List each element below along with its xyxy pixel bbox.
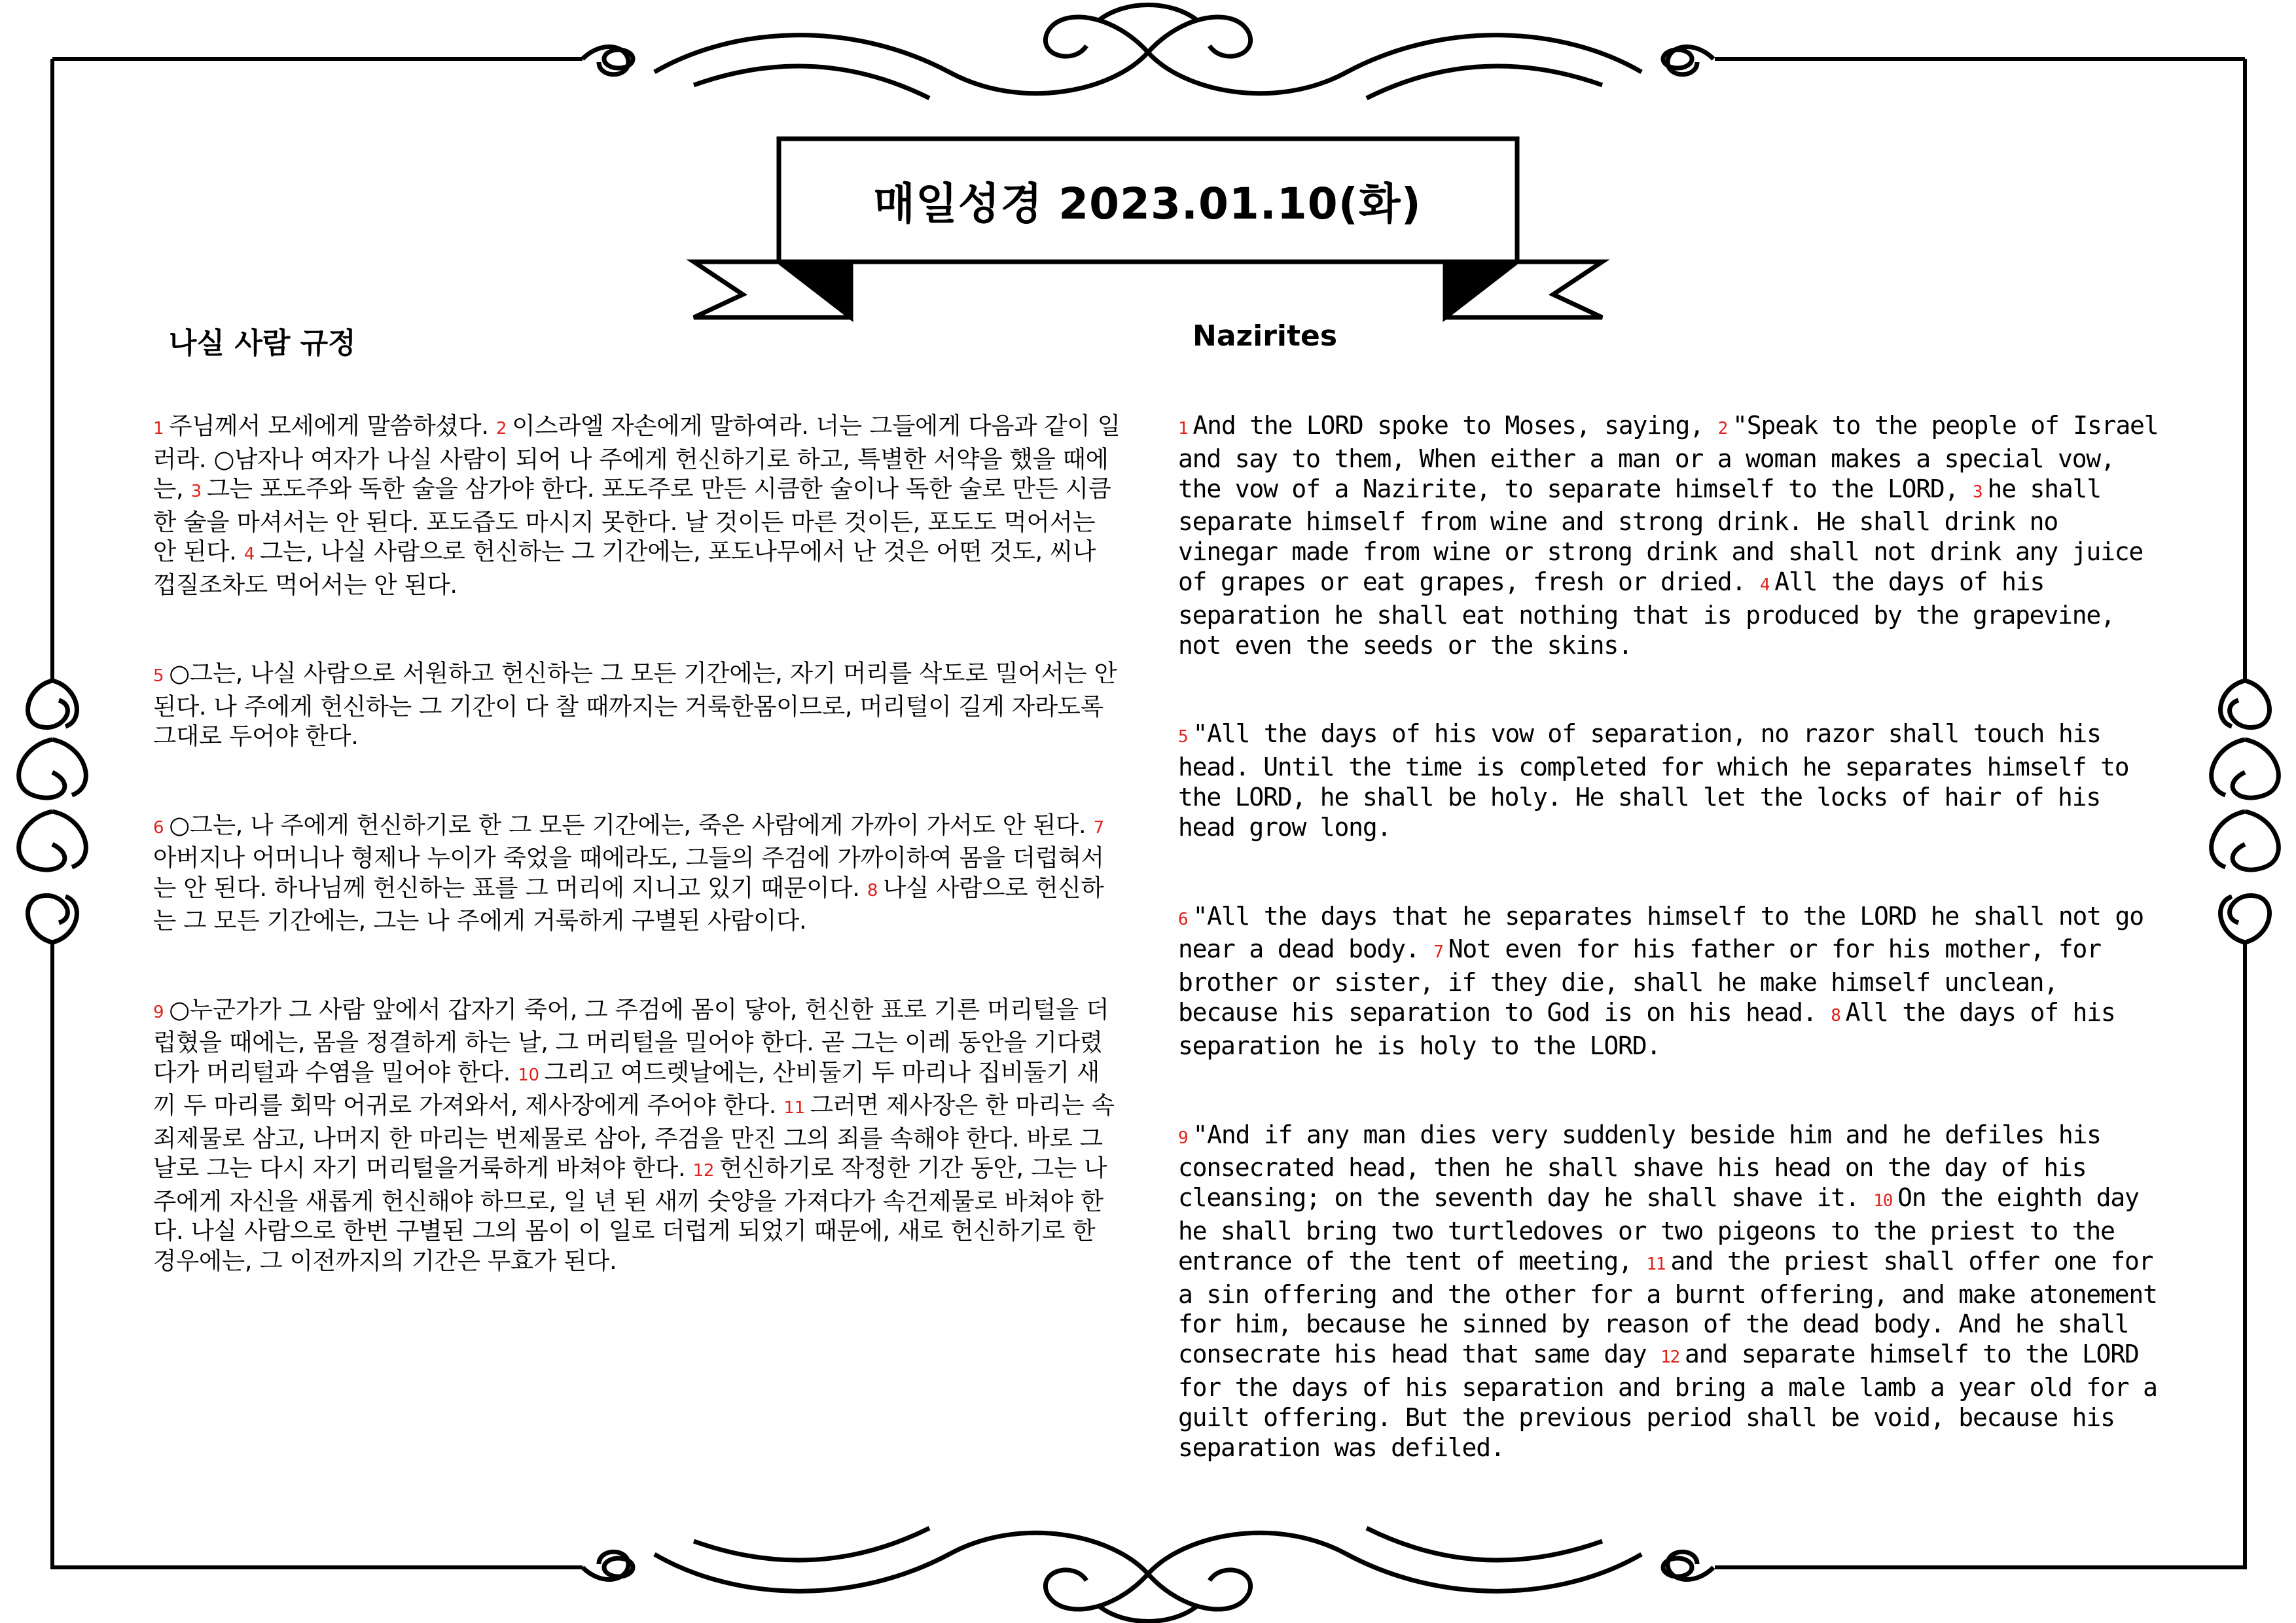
verse-number: 3 [190, 482, 202, 501]
page-title: 매일성경 2023.01.10(화) [873, 178, 1422, 229]
verse-number: 5 [1178, 727, 1188, 747]
verse-text: 헌신하기로 작정한 기간 동안, 그는 나 주에게 자신을 새롭게 헌신해야 하므로, 일 년 된 새끼 숫양을 가져다가 속건제물로 바쳐야 한다. 나실 사람으로 한번 구별된 그의 몸이 이 일로 더럽게 되었기 때문에, 새로 헌신하기로 한 경우에는, 그 이전까지의 기간은 무효가 된다. [153, 1154, 1107, 1275]
verse-text: And the LORD spoke to Moses, saying, [1193, 411, 1704, 440]
verse-text: "All the days of his vow of separation, no razor shall touch his head. Until the time is completed for which he separates himself to the LORD, he shall be holy. He shall let the locks of hair of his head grow long. [1178, 719, 2129, 842]
verse-number: 8 [1831, 1005, 1840, 1026]
scripture-paragraph [153, 411, 1122, 599]
english-section-heading: Nazirites [1193, 319, 1338, 353]
verse-text: and the priest shall offer one for a sin offering and the other for a burnt offering, and make atonement for him, because he sinned by reason of the dead body. And he shall consecrate his head that same day [1178, 1246, 2157, 1369]
scripture-paragraph [153, 658, 1122, 751]
verse-number: 6 [153, 817, 164, 838]
scripture-paragraph [153, 810, 1122, 936]
verse-text: ○그는, 나실 사람으로 서원하고 헌신하는 그 모든 기간에는, 자기 머리를 삭도로 밀어서는 안 된다. 나 주에게 헌신하는 그 기간이 다 찰 때까지는 거룩한몸이므로, 머리털이 길게 자라도록 그대로 두어야 한다. [153, 659, 1117, 750]
verse-text: ○누군가가 그 사람 앞에서 갑자기 죽어, 그 주검에 몸이 닿아, 헌신한 표로 기른 머리털을 더럽혔을 때에는, 몸을 정결하게 하는 날, 그 머리털을 밀어야 한다. 곧 그는 이레 동안을 기다렸다가 머리털과 수염을 밀어야 한다. [153, 995, 1109, 1086]
verse-number: 10 [1873, 1191, 1893, 1211]
verse-number: 11 [1646, 1254, 1666, 1274]
verse-number: 3 [1972, 482, 1982, 502]
verse-text: "All the days that he separates himself to the LORD he shall not go near a dead body. [1178, 901, 2144, 964]
verse-number: 5 [153, 666, 164, 686]
verse-number: 2 [1717, 419, 1728, 438]
verse-number: 7 [1093, 817, 1104, 838]
verse-number: 7 [1433, 942, 1443, 963]
verse-number: 9 [153, 1002, 164, 1022]
verse-number: 4 [1759, 575, 1770, 595]
verse-number: 12 [1660, 1347, 1679, 1368]
scripture-paragraph [153, 995, 1122, 1276]
verse-number: 11 [783, 1098, 805, 1118]
scripture-paragraph [1178, 411, 2160, 660]
verse-text: 그리고 여드렛날에는, 산비둘기 두 마리나 집비둘기 새끼 두 마리를 회막 어귀로 가져와서, 제사장에게 주어야 한다. [153, 1058, 1100, 1119]
verse-text: 나실 사람으로 헌신하는 그 모든 기간에는, 그는 나 주에게 거룩하게 구별된 사람이다. [153, 873, 1104, 935]
verse-number: 12 [692, 1161, 715, 1181]
top-flourish-ornament [583, 5, 1713, 99]
verse-text: "Speak to the people of Israel and say to them, When either a man or a woman makes a special vow, the vow of a Nazirite, to separate himself to the LORD, [1178, 411, 2159, 503]
verse-text: ○그는, 나 주에게 헌신하기로 한 그 모든 기간에는, 죽은 사람에게 가까이 가서도 안 된다. [169, 810, 1086, 839]
verse-number: 8 [867, 880, 878, 901]
verse-number: 6 [1178, 909, 1188, 929]
verse-text: "And if any man dies very suddenly beside him and he defiles his consecrated head, then he shall shave his head on the day of his cleansing; on the seventh day he shall shave it. [1178, 1120, 2101, 1213]
verse-number: 10 [518, 1065, 539, 1085]
korean-section-heading: 나실 사람 규정 [169, 327, 356, 360]
verse-number: 2 [495, 419, 507, 438]
scripture-paragraph [1178, 902, 2160, 1061]
verse-number: 1 [1178, 419, 1188, 438]
verse-number: 1 [153, 419, 164, 438]
english-text-column [1178, 411, 2160, 1522]
verse-text: Not even for his father or for his mother, for brother or sister, if they die, shall he make himself unclean, because his separation to God is on his head. [1178, 935, 2101, 1027]
korean-text-column [153, 411, 1122, 1334]
bottom-flourish-ornament [583, 1528, 1713, 1622]
verse-text: 그는 포도주와 독한 술을 삼가야 한다. 포도주로 만든 시큼한 술이나 독한 술로 만든 시큼한 술을 마셔서는 안 된다. 포도즙도 마시지 못한다. 날 것이든 마른 것이든, 포도도 먹어서는 안 된다. [153, 474, 1111, 565]
scripture-paragraph [1178, 719, 2160, 842]
verse-text: All the days of his separation he shall eat nothing that is produced by the grapevine, not even the seeds or the skins. [1178, 567, 2115, 660]
verse-text: On the eighth day he shall bring two turtledoves or two pigeons to the priest to the entrance of the tent of meeting, [1178, 1183, 2139, 1275]
right-side-ornament [2212, 681, 2279, 942]
verse-text: 그는, 나실 사람으로 헌신하는 그 기간에는, 포도나무에서 난 것은 어떤 것도, 씨나 껍질조차도 먹어서는 안 된다. [153, 537, 1096, 599]
verse-number: 9 [1178, 1128, 1188, 1148]
verse-text: 아버지나 어머니나 형제나 누이가 죽었을 때에라도, 그들의 주검에 가까이하여 몸을 더럽혀서는 안 된다. 하나님께 헌신하는 표를 그 머리에 지니고 있기 때문이다. [153, 844, 1104, 902]
verse-text: 이스라엘 자손에게 말하여라. 너는 그들에게 다음과 같이 일러라. ○남자나 여자가 나실 사람이 되어 나 주에게 헌신하기로 하고, 특별한 서약을 했을 때에는, [153, 412, 1121, 503]
left-side-ornament [19, 681, 86, 942]
scripture-paragraph [1178, 1120, 2160, 1463]
verse-text: 그러면 제사장은 한 마리는 속죄제물로 삼고, 나머지 한 마리는 번제물로 삼아, 주검을 만진 그의 죄를 속해야 한다. 바로 그 날로 그는 다시 자기 머리털을거룩하게 바쳐야 한다. [153, 1091, 1115, 1182]
verse-number: 4 [243, 544, 255, 564]
verse-text: he shall separate himself from wine and strong drink. He shall drink no vinegar made from wine or strong drink and shall not drink any juice of grapes or eat grapes, fresh or dried. [1178, 474, 2144, 596]
verse-text: and separate himself to the LORD for the days of his separation and bring a male lamb a year old for a guilt offering. But the previous period shall be void, because his separation was defiled. [1178, 1340, 2157, 1462]
verse-text: All the days of his separation he is holy to the LORD. [1178, 997, 2115, 1060]
verse-text: 주님께서 모세에게 말씀하셨다. [169, 412, 489, 440]
